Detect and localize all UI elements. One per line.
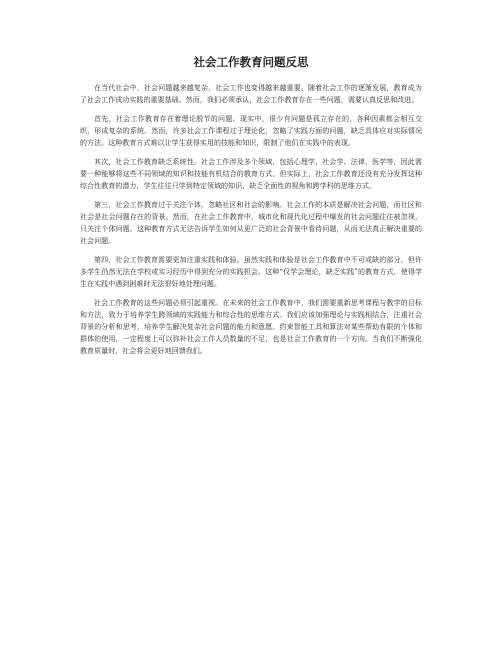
paragraph-intro: 在当代社会中，社会问题越来越复杂，社会工作也变得越来越重要。随着社会工作的逐渐发展，教育成为了社会工作成功实践的重要基础。然而，我们必须承认，社会工作教育存在一些问题，需要认真反思和改进。 (80, 84, 422, 104)
document-title: 社会工作教育问题反思 (193, 55, 309, 69)
paragraph-conclusion: 社会工作教育的这些问题必须引起重视。在未来的社会工作教育中，我们需要重新思考课程与教学的目标和方法，致力于培养学生跨领域的实践能力和综合性的思维方式。我们应该加强理论与实践相结合，注重社会背景的分析和思考，培养学生解决复杂社会问题的能力和意愿。约束智能工具和算法对某些帮助有限的个体和群体的使用，一定程度上可以弥补社会工作人员数量的不足，也是社会工作教育的一个方向。当我们不断强化教育质量时，社会将会更好地回馈我们。 (80, 299, 422, 355)
paragraph-third-point: 第三，社会工作教育过于关注个体，忽略社区和社会的影响。社会工作的本质是解决社会问题，而社区和社会是社会问题存在的背景。然而，在社会工作教育中，城市化和现代化过程中爆发的社会问题往往被忽视，只关注个体问题。这种教育方式无法告诉学生如何从更广泛的社会背景中看待问题，从而无法真正解决重要的社会问题。 (80, 201, 422, 245)
paragraph-second-point: 其次，社会工作教育缺乏系统性。社会工作涉及多个领域，包括心理学、社会学、法律、医学等，因此需要一种能够将这些不同领域的知识和技能有机结合的教育方式。但实际上，社会工作教育还没有充分发挥这种综合性教育的潜力，学生往往只学到特定领域的知识，缺乏全面性的视角和跨学科的思维方式。 (80, 158, 422, 190)
paragraph-fourth-point: 第四，社会工作教育需要更加注重实践和体验。虽然实践和体验是社会工作教育中不可或缺的部分，但许多学生仍然无法在学校或实习经历中得到充分的实践机会。这种“仅学会理论，缺乏实践”的教育方式，使得学生在实践中遇到困难时无法很好地处理问题。 (80, 256, 422, 288)
paragraph-first-point: 首先，社会工作教育存在着理论脱节的问题。现实中，很少有问题是孤立存在的，各种因素都会相互交织，形成复杂的系统。然而，许多社会工作课程过于理论化，忽略了实践方面的问题，缺乏具体应对实际情况的方法。这种教育方式难以让学生获得实用的技能和知识，限制了他们在实践中的表现。 (80, 115, 422, 147)
